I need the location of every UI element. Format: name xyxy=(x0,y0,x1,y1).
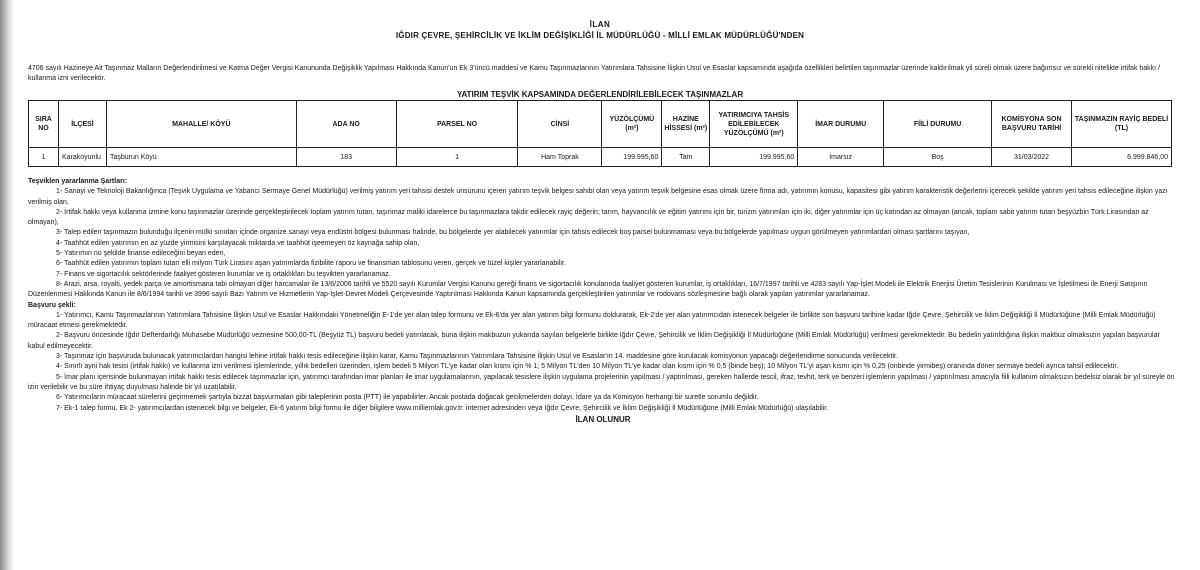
scan-edge-shadow xyxy=(0,0,14,570)
application-item: 6- Yatırımcıların müracaat sürelerini geçirmemek şartıyla bizzat başvurmaları gibi taleplerinin posta (PTT) ile yapabilirler. Ancak postada doğacak gecikmelerden dolayı, İdare ya da Komisyon herhangi bir suretle sorumlu değildir. xyxy=(56,394,759,402)
col-header-tahsis-yuzolcumu: YATIRIMCIYA TAHSİS EDİLEBİLECEK YÜZÖLÇÜMÜ (m²) xyxy=(710,101,798,148)
col-header-ilcesi: İLÇESİ xyxy=(58,101,106,148)
conditions-section xyxy=(22,177,1178,425)
announcement-document xyxy=(22,20,1178,425)
cell-fiili-durumu: Boş xyxy=(884,148,992,167)
table-header-row xyxy=(29,101,1172,148)
cell-sira-no: 1 xyxy=(29,148,59,167)
incentive-item: 4- Taahhüt edilen yatırımın en az yüzde yirmisini karşılayacak miktarda ve taahhüt işeemeyen öz kaynağa sahip olan, xyxy=(56,239,420,247)
property-table xyxy=(28,100,1172,167)
cell-mahalle-koyu: Taşburun Köyü xyxy=(106,148,296,167)
cell-cinsi: Ham Toprak xyxy=(518,148,602,167)
announcement-issuer: IĞDIR ÇEVRE, ŞEHİRCİLİK VE İKLİM DEĞİŞİKLİĞİ İL MÜDÜRLÜĞÜ - MİLLİ EMLAK MÜDÜRLÜĞÜ'NDEN xyxy=(395,31,805,40)
application-item: 2- Başvuru öncesinde Iğdır Defterdarlığı Muhasebe Müdürlüğü veznesine 500,00-TL (Beşyüz TL) başvuru bedeli yatırılacak, buna ilişkin makbuzun yukarıda sayılan belgelerle birlikte Iğdır Çevre, Şehircilik ve İklim Değişikliği İl Müdürlüğüne (Milli Emlak Müdürlüğü) verilmesi gerekmektedir. Bu bedelin yatırıldığına ilişkin makbuz olmaksızın yapılan başvurular kabul edilmeyecektir. xyxy=(28,332,1160,350)
col-header-parsel-no: PARSEL NO xyxy=(396,101,518,148)
cell-yuzolcumu: 199.995,60 xyxy=(602,148,662,167)
application-item: 1- Yatırımcı, Kamu Taşınmazlarının Yatırımlara Tahsisine İlişkin Usul ve Esaslar Hakkındaki Yönetmeliğin E-1'de yer alan talep formunu ve Ek-6'da yer alan yatırım bilgi formunu doldurarak, Ek-2'de yer alan yatırımcıdan istenecek belgeler ile birlikte son başvuru tarihine kadar Iğdır Çevre, Şehircilik ve İklim Değişikliği İl Müdürlüğüne (Milli Emlak Müdürlüğü) müracaat etmesi gerekmektedir. xyxy=(28,311,1156,330)
col-header-mahalle-koyu: MAHALLE/ KÖYÜ xyxy=(106,101,296,148)
cell-rayic-bedeli: 6.999.846,00 xyxy=(1071,148,1171,167)
cell-tahsis-yuzolcumu: 199.995,60 xyxy=(710,148,798,167)
cell-ada-no: 183 xyxy=(296,148,396,167)
col-header-yuzolcumu: YÜZÖLÇÜMÜ (m²) xyxy=(602,101,662,148)
application-item: 7- Ek-1 talep formu, Ek 2- yatırımcılardan istenecek bilgi ve belgeler, Ek-6 yatırım bilgi formu ile diğer bilgilere www.milliemlak.gov.tr. internet adresinden veya Iğdır Çevre, Şehircilik ve İklim Değişikliği İl Müdürlüğüne (Milli Emlak Müdürlüğü) ulaşılabilir. xyxy=(56,404,829,412)
incentive-item: 7- Finans ve sigortacılık sektörlerinde faaliyet gösteren kurumlar ve iş ortaklıkları bu teşvikten yararlanamaz. xyxy=(56,270,391,278)
application-heading: Başvuru şekli: xyxy=(28,301,76,309)
incentive-item: 5- Yatırımın no şekilde finanse edileceğini beyan eden, xyxy=(56,250,226,258)
incentive-item: 6- Taahhüt edilen yatırımın toplam tutarı elli milyon Türk Lirasını aşan yatırımlarda fizibilite raporu ve finansman tablosunu veren, gerçek ve tüzel kişiler yararlanabilir. xyxy=(56,260,566,268)
col-header-hazine-hissesi: HAZİNE HİSSESİ (m²) xyxy=(662,101,710,148)
table-title: YATIRIM TEŞVİK KAPSAMINDA DEĞERLENDİRİLEBİLECEK TAŞINMAZLAR xyxy=(456,90,744,99)
announcement-title: İLAN xyxy=(589,20,611,29)
incentive-item: 1- Sanayi ve Teknoloji Bakanlığınca (Teşvik Uygulama ve Yabancı Sermaye Genel Müdürlüğü) verilmiş yatırım yeri tahsisi destek unsurunu içeren yatırım teşvik belgesi sahibi olan veya yatırım teşvik belgesine esas olmak üzere firma adı, yatırımın konusu, kapasitesi gibi yatırım karakteristik değerlerini içerecek şekilde yatırım yeri tahsis edileceğine ilişkin yazı verilmiş olan, xyxy=(28,188,1168,206)
application-item: 4- Sınırlı ayni hak tesisi (irtifak hakkı) ve kullanma izni verilmesi işlemlerinde, yıllık bedelleri üzerinden, işlem bedeli 5 Milyon TL'ye kadar olan kısmı için % 1; 5 Milyon TL'den 10 Milyon TL'ye kadar olan kısmı için % 0,5 (binde beş); 10 Milyon TL'yi aşan kısmı için % 0,25 (onbinde yirmibeş) oranında döner sermaye bedeli ayrıca tahsil edilecektir. xyxy=(56,363,1119,371)
col-header-sira-no: SIRA NO xyxy=(29,101,59,148)
col-header-cinsi: CİNSİ xyxy=(518,101,602,148)
col-header-ada-no: ADA NO xyxy=(296,101,396,148)
col-header-son-basvuru-tarihi: KOMİSYONA SON BAŞVURU TARİHİ xyxy=(992,101,1072,148)
intro-paragraph: 4706 sayılı Hazineye Ait Taşınmaz Malların Değerlendirilmesi ve Katma Değer Vergisi Kanununda Değişiklik Yapılması Hakkında Kanun'un Ek 3'üncü maddesi ve Kamu Taşınmazlarının Yatırımlara Tahsisine İlişkin Usul ve Esaslar kapsamında aşağıda özellikleri belirtilen taşınmazlar üzerinde kaldırılmak yil süreli olmak üzere bağımsız ve sürekli nitelikte irtifak hakkı / kullanma izni verilecektir. xyxy=(28,65,1161,82)
cell-imar-durumu: İmarsız xyxy=(798,148,884,167)
table-row xyxy=(29,148,1172,167)
incentives-heading: Teşviklen yararlanma Şartları: xyxy=(28,178,128,185)
closing-line: İLAN OLUNUR xyxy=(575,414,631,424)
col-header-rayic-bedeli: TAŞINMAZIN RAYİÇ BEDELİ (TL) xyxy=(1071,101,1171,148)
col-header-fiili-durumu: FİİLİ DURUMU xyxy=(884,101,992,148)
cell-hazine-hissesi: Tam xyxy=(662,148,710,167)
incentive-item: 3- Talep edilen taşınmazın bulunduğu ilçenin mülki sınırları içinde organize sanayi veya endüstri bölgesi bulunması halinde, bu bölgelerde yer alabilecek yatırımlar için tahsis edilecek boş parsel bulunmaması veya bu bölgelerde yapılması uygun görülmeyen yatırımlardan olması şartlarını taşıyan, xyxy=(56,229,970,237)
application-item: 5- İmar planı içerisinde bulunmayan irtifak hakkı tesis edilecek taşınmazlar için, yatırımcı tarafından imar planları ile imar uygulamalarının, yapılacak tesislere ilişkin uygulama projelerinin yapılması / yaptırılması, gereken hallerde tescil, ifraz, tevhit, terk ve benzeri işlemlerin yapılması / yaptırılması amacıyla fiili kullanım olmaksızın bedelsiz olarak bir yıl süreyle ön izin verilebilir ve bu süre ihtiyaç duyulması halinde bir yıl uzatılabilir. xyxy=(28,373,1175,391)
incentive-item: 2- İrtifak hakkı veya kullanma izmine konu taşınmazlar üzerinde gerçekleştirilecek toplam yatırım tutarı, taşınmaz maliki idarelerce bu taşınmazlara takdir edilecek rayiç değerin; tarım, hayvancılık ve eğitim yatırımı için bir, turizm yatırımları için iki, diğer yatırımlar için üç katından az olmayan (ancak, toplam sabit yatırım tutarı beşyüzbin Türk Lirasından az olmayan), xyxy=(28,208,1149,227)
incentive-item: 8- Arazi, arsa, royalti, yedek parça ve amortismana tabi olmayan diğer harcamalar ile 13/6/2006 tarihli ve 5520 sayılı Kurumlar Vergisi Kanunu gereği finans ve sigortacılık konularında faaliyet gösteren kurumlar, iş ortaklıkları, 16/7/1997 tarihli ve 4283 sayılı Yap-İşlet Modeli ile Elektrik Enerjisi Üretim Tesislerinin Kurulması ve İşletilmesi ile Enerji Satışının Düzenlenmesi Hakkında Kanun ile 8/6/1994 tarihli ve 3996 sayılı Bazı Yatırım ve Hizmetlerin Yap-İşlet-Devret Modeli Çerçevesinde Yaptırılması Hakkında Kanun kapsamında gerçekleştirilen yatırımlar ve rodovans sözleşmesine bağlı olarak yapılan yatırımlar yararlanamaz. xyxy=(28,280,1148,299)
cell-son-basvuru-tarihi: 31/03/2022 xyxy=(992,148,1072,167)
col-header-imar-durumu: İMAR DURUMU xyxy=(798,101,884,148)
cell-ilcesi: Karakoyunlu xyxy=(58,148,106,167)
cell-parsel-no: 1 xyxy=(396,148,518,167)
application-item: 3- Taşınmaz için başvuruda bulunacak yatırımcılardan hangisi lehine irtifak hakkı tesis edileceğine ilişkin karar, Kamu Taşınmazlarının Yatırımlara Tahsisine İlişkin Usul ve Esaslar'ın 14. maddesine göre kurulacak komisyonun yapacağı değerlendirme sonucunda verilecektir. xyxy=(56,353,898,361)
